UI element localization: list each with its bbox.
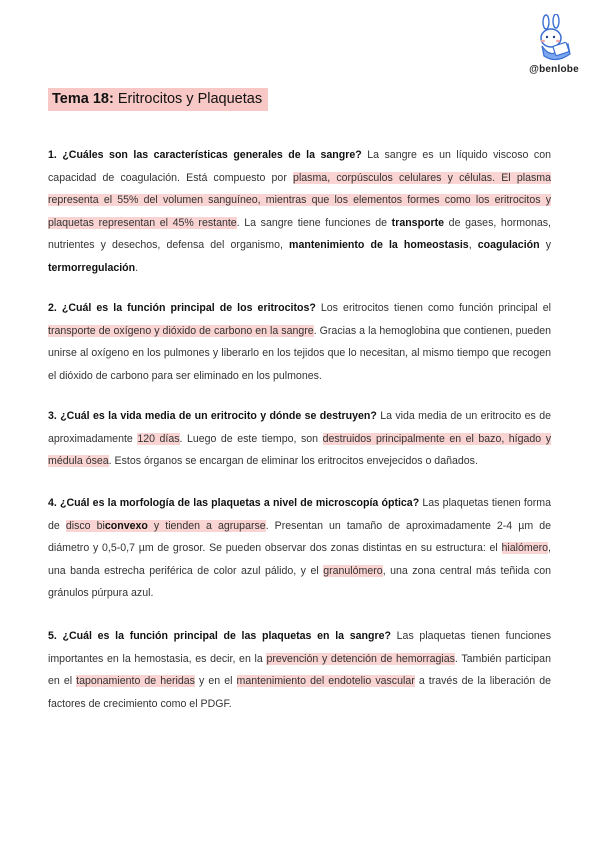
q4-highlight-1b: convexo [104,519,148,532]
q1-text-3: de gases, hormonas, nutrientes y desechos, defensa del organismo, [48,216,551,251]
q3-highlight-2: destruidos principalmente en el bazo, hígado y médula ósea [48,432,551,467]
question-1-heading: 1. ¿Cuáles son las características generales de la sangre? [48,149,362,161]
q2-text-1: Los eritrocitos tienen como función principal el [315,302,551,314]
q2-highlight-1: transporte de oxígeno y dióxido de carbono en la sangre [48,324,314,337]
q1-text-5: y [539,239,551,251]
q1-bold-1: transporte [391,216,445,229]
cartoon-character-icon [532,14,576,66]
question-3-heading: 3. ¿Cuál es la vida media de un eritrocito y dónde se destruyen? [48,410,377,422]
q2-text-2: . Gracias a la hemoglobina que contienen, pueden unirse al oxígeno en los pulmones y liberarlo en los tejidos que lo necesitan, al mismo tiempo que recogen el dióxido de carbono para ser eliminado en los pulmones. [48,324,551,382]
q5-text-1: Las plaquetas tienen funciones importantes en la hemostasia, es decir, en la [48,630,551,665]
q1-bold-3: coagulación [477,239,540,251]
q1-highlight-1: plasma, corpúsculos celulares y células. El plasma representa el 55% del volumen sanguíneo, mientras que los elementos formes como los eritrocitos y plaquetas representan el 45% restante [48,171,551,229]
q5-highlight-1: prevención y detención de hemorragias [266,652,455,665]
q1-text-4: , [468,239,478,251]
logo [522,14,586,86]
question-5 [48,625,551,715]
question-4 [48,492,551,605]
q1-text-2: . La sangre tiene funciones de [236,216,392,229]
q4-text-4: , una zona central más teñida con gránulos púrpura azul. [48,564,551,599]
question-2 [48,297,551,387]
q3-highlight-1: 120 días [137,432,180,445]
q4-highlight-2: hialómero [501,542,549,554]
q1-text-1: La sangre es un líquido viscoso con capacidad de coagulación. Está compuesto por [48,149,551,184]
q1-bold-4: termorregulación [48,261,136,274]
q5-text-4: a través de la liberación de factores de crecimiento como el PDGF. [48,675,551,710]
q4-text-2: . Presentan un tamaño de aproximadamente 2-4 µm de diámetro y 0,5-0,7 µm de grosor. Se pueden observar dos zonas distintas en su estructura: el [48,519,552,554]
q5-text-2: . También participan en el [48,652,551,687]
q4-highlight-3: granulómero [323,564,383,577]
q4-text-1: Las plaquetas tienen forma de [48,497,551,532]
q4-highlight-1c: y tienden a agruparse [147,519,266,532]
q5-text-3: y en el [194,675,237,687]
q3-text-3: . Estos órganos se encargan de eliminar los eritrocitos envejecidos o dañados. [108,455,478,467]
q4-highlight-1 [66,520,266,532]
title-bold: Tema 18: [52,91,114,107]
question-5-heading: 5. ¿Cuál es la función principal de las plaquetas en la sangre? [48,630,391,642]
q4-highlight-1a: disco bi [65,519,105,532]
question-3 [48,405,551,473]
q5-highlight-3: mantenimiento del endotelio vascular [236,675,415,687]
page-title [48,88,268,111]
q3-text-1: La vida media de un eritrocito es de aproximadamente [48,410,551,445]
question-1 [48,144,551,279]
logo-text: @benlobe [529,64,579,75]
q3-text-2: . Luego de este tiempo, son [179,432,323,445]
question-2-heading: 2. ¿Cuál es la función principal de los eritrocitos? [48,302,316,314]
q1-bold-2: mantenimiento de la homeostasis [289,239,469,251]
q4-text-3: , una banda estrecha periférica de color azul pálido, y el [48,542,551,577]
q5-highlight-2: taponamiento de heridas [76,675,195,687]
question-4-heading: 4. ¿Cuál es la morfología de las plaquetas a nivel de microscopía óptica? [48,497,420,509]
title-rest: Eritrocitos y Plaquetas [113,91,263,107]
q1-text-6: . [135,261,139,274]
